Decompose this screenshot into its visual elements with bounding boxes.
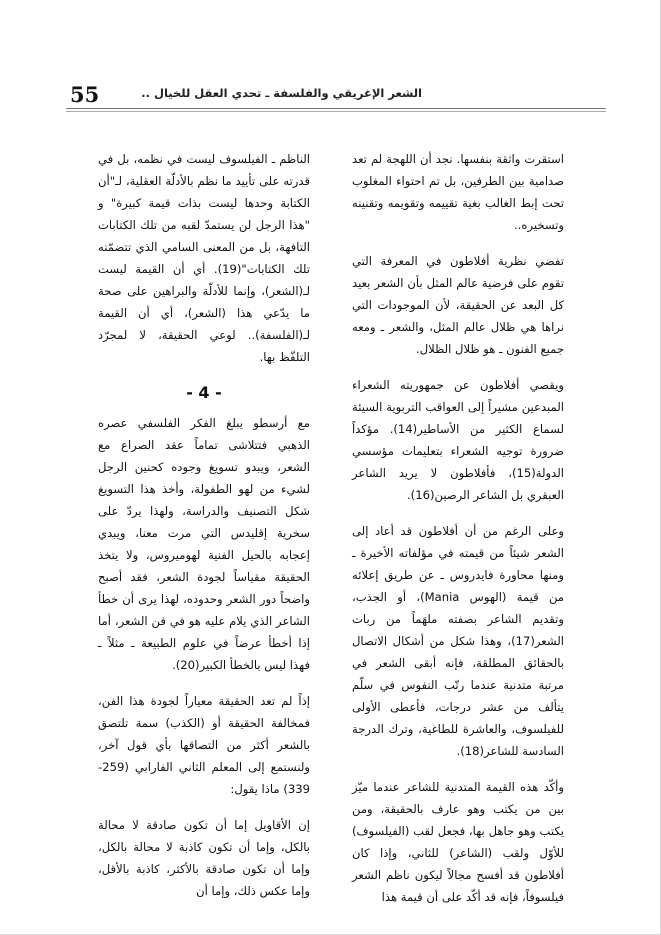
paragraph: الناظم ـ الفيلسوف ليست في نظمه، بل في قدرته على تأييد ما نظم بالأدلّة العقلية، لـ"أن الكتابة وحدها ليست بذات قيمة كبيرة" و "هذا الرجل لن يستمدّ لقبه من تلك الكتابات التافهة، بل من المعنى السامي الذي تتضمّنه تلك الكتابات"(19). أي أن القيمة ليست لـ(الشعر)، وإنما للأدلّة والبراهين على صحة ما يدّعي هذا (الشعر)، أي أن القيمة لـ(الفلسفة).. لوعي الحقيقة، لا لمجرّد التلفّظ بها. (98, 152, 310, 364)
paragraph: إذاً لم تعد الحقيقة معياراً لجودة هذا الفن، فمخالفة الحقيقة أو (الكذب) سمة تلتصق بالشعر أكثر من التصاقها بأي قول آخر، ولنستمع إلى المعلم الثاني الفارابي (259- 339) ماذا يقول: (98, 694, 310, 796)
left-column (98, 148, 310, 916)
page-number: 55 (70, 82, 100, 107)
header-rule (66, 108, 606, 109)
paragraph: إن الأقاويل إما أن تكون صادقة لا محالة بالكل، وإما أن تكون كاذبة لا محالة بالكل، وإما أن تكون صادقة بالأكثر، كاذبة بالأقل، وإما عكس ذلك، وإما أن (98, 818, 310, 898)
right-column (352, 148, 564, 922)
section-heading: - 4 - (186, 383, 222, 402)
paragraph: مع أرسطو يبلغ الفكر الفلسفي عصره الذهبي فتتلاشى تماماً عقد الصراع مع الشعر، ويبدو تسويغ وجوده كحنين الرجل لشيء من لهو الطفولة، وأخذ هذا التسويغ شكل التصنيف والدراسة، ولهذا يردّ على سخرية إقليدس التي مرت معنا، ويبدي إعجابه بالحيل الفنية لهوميروس، ولا يتخذ الحقيقة مقياساً لجودة الشعر، فقد أصبح واضحاً دور الشعر وحدوده، لهذا يرى أن خطأ الشاعر الذي يلام عليه هو في فن الشعر، أما إذا أخطأ عرضاً في علوم الطبيعة ـ مثلاً ـ فهذا ليس بالخطأ الكبير(20). (98, 416, 310, 672)
header-rule-secondary (66, 111, 606, 112)
paragraph: وعلى الرغم من أن أفلاطون قد أعاد إلى الشعر شيئاً من قيمته في مؤلفاته الأخيرة ـ ومنها محاورة فايدروس ـ عن طريق إعلائه من قيمة (الهوس Mania)، أو الجذب، وتقديم الشاعر بصفته ملهَماً من ربات الشعر(17)، وهذا شكل من أشكال الاتصال بالحقائق المطلقة، فإنه أبقى الشعر في مرتبة متدنية عندما رتّب النفوس في سلّم يتألف من عشر درجات، فأعطى الأولى للفيلسوف، والعاشرة للطاغية، وترك الدرجة السادسة للشاعر(18). (352, 524, 564, 758)
running-title: الشعر الإغريقي والفلسفة ـ تحدي العقل للخيال .. (141, 86, 422, 100)
paragraph: تفضي نظرية أفلاطون في المعرفة التي تقوم على فرضية عالم المثل بأن الشعر بعيد كل البعد عن الحقيقة، لأن الموجودات التي نراها هي ظلال عالم المثل، والشعر ـ ومعه جميع الفنون ـ هو ظلال الظلال. (352, 254, 564, 356)
paragraph: وأكّد هذه القيمة المتدنية للشاعر عندما ميّز بين من يكتب وهو عارف بالحقيقة، ومن يكتب وهو جاهل بها، فجعل لقب (الفيلسوف) للأوّل ولقب (الشاعر) للثاني، وإذا كان أفلاطون قد أفسح مجالاً ليكون ناظم الشعر فيلسوفاً، فإنه قد أكّد على أن قيمة هذا (352, 780, 564, 904)
paragraph: ويقصي أفلاطون عن جمهوريته الشعراء المبدعين مشيراً إلى العواقب التربوية السيئة لسماع الكثير من الأساطير(14). مؤكداً ضرورة توجيه الشعراء بتعليمات مؤسسي الدولة(15)، فأفلاطون لا يريد الشاعر العبقري بل الشاعر الرصين(16). (352, 378, 564, 502)
page-header (66, 80, 606, 114)
paragraph: استقرت واثقة بنفسها. نجد أن اللهجة لم تعد صدامية بين الطرفين، بل تم احتواء المغلوب تحت إبط الغالب بغية تقييمه وتقويمه وتقنينه وتسخيره.. (352, 152, 564, 232)
